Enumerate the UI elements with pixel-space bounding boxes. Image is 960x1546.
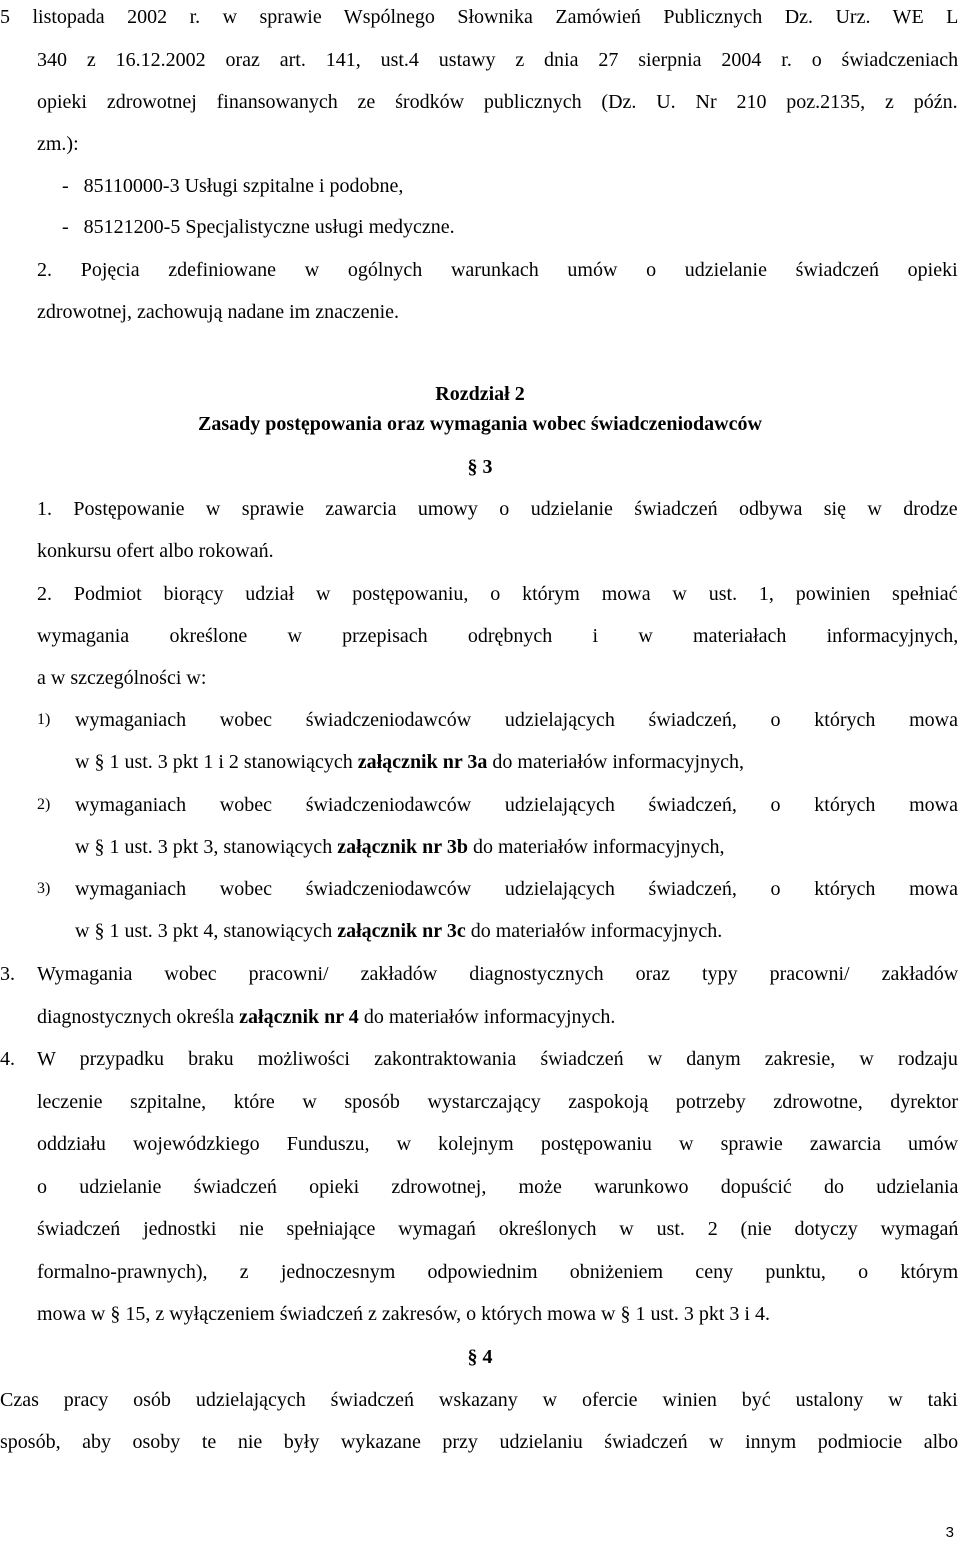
point-number: 4. [0,1048,15,1070]
list-number: 2) [37,796,51,813]
chapter-heading: Rozdział 2 [435,383,525,405]
text-line: sposób, aby osoby te nie były wykazane przy udzielaniu świadczeń w innym podmiocie albo [0,1431,959,1453]
text-line: Czas pracy osób udzielających świadczeń wskazany w ofercie winien być ustalony w taki [0,1389,958,1411]
text-line: leczenie szpitalne, które w sposób wystarczający zaspokoją potrzeby zdrowotne, dyrektor [37,1091,959,1113]
text-line: zdrowotnej, zachowują nadane im znaczenie. [37,301,400,323]
text-line: oddziału wojewódzkiego Funduszu, w kolejnym postępowaniu w sprawie zawarcia umów [37,1133,959,1155]
text-line: W przypadku braku możliwości zakontraktowania świadczeń w danym zakresie, w rodzaju [37,1048,958,1070]
cpv-code-item: - 85121200-5 Specjalistyczne usługi medyczne. [62,216,455,238]
chapter-title: Zasady postępowania oraz wymagania wobec świadczeniodawców [198,413,762,435]
text-line: 340 z 16.12.2002 oraz art. 141, ust.4 ustawy z dnia 27 sierpnia 2004 r. o świadczeniach [37,49,959,71]
annex-reference: załącznik nr 4 [239,1006,359,1028]
section-mark: § 3 [467,456,493,478]
text-line: 1. Postępowanie w sprawie zawarcia umowy o udzielanie świadczeń odbywa się w drodze [37,498,958,520]
text-line: wymagania określone w przepisach odrębnych i w materiałach informacyjnych, [37,625,959,647]
text-line: 2. Podmiot biorący udział w postępowaniu, o którym mowa w ust. 1, powinien spełniać [37,583,958,605]
list-number: 1) [37,711,51,728]
list-item-text: wymaganiach wobec świadczeniodawców udzielających świadczeń, o których mowa [75,709,958,731]
text-line: zm.): [37,133,79,155]
list-number: 3) [37,880,51,897]
annex-reference: załącznik nr 3c [337,920,466,942]
text-line: konkursu ofert albo rokowań. [37,540,274,562]
text-line: świadczeń jednostki nie spełniające wymagań określonych w ust. 2 (nie dotyczy wymagań [37,1218,959,1240]
list-item-text: wymaganiach wobec świadczeniodawców udzielających świadczeń, o których mowa [75,878,958,900]
text-line: mowa w § 15, z wyłączeniem świadczeń z zakresów, o których mowa w § 1 ust. 3 pkt 3 i 4. [37,1303,770,1325]
list-item-text: wymaganiach wobec świadczeniodawców udzielających świadczeń, o których mowa [75,794,958,816]
cpv-code-item: - 85110000-3 Usługi szpitalne i podobne, [62,175,404,197]
list-item-text: w § 1 ust. 3 pkt 3, stanowiących załącznik nr 3b do materiałów informacyjnych, [75,836,725,858]
page-number: 3 [945,1524,954,1541]
text-line: o udzielanie świadczeń opieki zdrowotnej, może warunkowo dopuścić do udzielania [37,1176,959,1198]
annex-reference: załącznik nr 3b [337,836,468,858]
list-item-text: w § 1 ust. 3 pkt 4, stanowiących załącznik nr 3c do materiałów informacyjnych. [75,920,723,942]
text-line: a w szczególności w: [37,667,207,689]
text-line: Wymagania wobec pracowni/ zakładów diagnostycznych oraz typy pracowni/ zakładów [37,963,959,985]
text-line: diagnostycznych określa załącznik nr 4 do materiałów informacyjnych. [37,1006,616,1028]
text-line: 2. Pojęcia zdefiniowane w ogólnych warunkach umów o udzielanie świadczeń opieki [37,259,958,281]
section-mark: § 4 [467,1346,493,1368]
point-number: 3. [0,963,15,985]
text-line: 5 listopada 2002 r. w sprawie Wspólnego Słownika Zamówień Publicznych Dz. Urz. WE L [0,6,959,28]
text-line: opieki zdrowotnej finansowanych ze środków publicznych (Dz. U. Nr 210 poz.2135, z późn. [37,91,958,113]
list-item-text: w § 1 ust. 3 pkt 1 i 2 stanowiących załącznik nr 3a do materiałów informacyjnych, [75,751,744,773]
annex-reference: załącznik nr 3a [357,751,488,773]
text-line: formalno-prawnych), z jednoczesnym odpowiednim obniżeniem ceny punktu, o którym [37,1261,959,1283]
